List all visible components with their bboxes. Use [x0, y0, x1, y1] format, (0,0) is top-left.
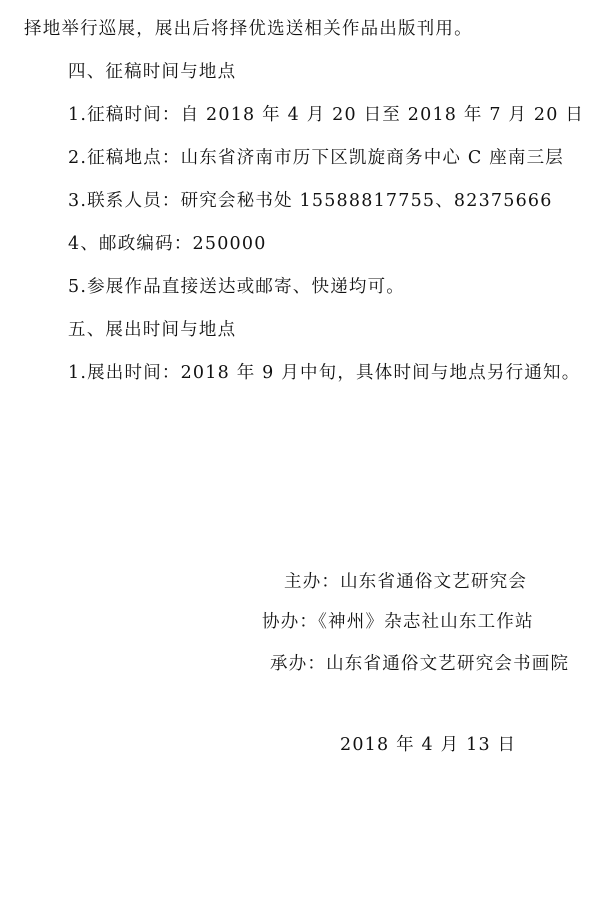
postal-code: 4、邮政编码：250000 — [68, 234, 267, 254]
delivery-method: 5.参展作品直接送达或邮寄、快递均可。 — [68, 277, 405, 297]
host-organization: 主办：山东省通俗文艺研究会 — [284, 572, 528, 592]
section-heading-4: 四、征稿时间与地点 — [68, 62, 237, 82]
organizer: 承办：山东省通俗文艺研究会书画院 — [270, 654, 570, 674]
submission-period: 1.征稿时间：自 2018 年 4 月 20 日至 2018 年 7 月 20 日 — [68, 105, 585, 125]
exhibition-time: 1.展出时间：2018 年 9 月中旬，具体时间与地点另行通知。 — [68, 363, 581, 383]
document-body — [24, 8, 590, 395]
document-date: 2018 年 4 月 13 日 — [340, 735, 517, 755]
co-organizer: 协办：《神州》杂志社山东工作站 — [262, 612, 534, 632]
contact-person: 3.联系人员：研究会秘书处 15588817755、82375666 — [68, 191, 553, 211]
paragraph-continuation: 择地举行巡展，展出后将择优选送相关作品出版刊用。 — [24, 19, 473, 39]
section-heading-5: 五、展出时间与地点 — [68, 320, 237, 340]
submission-location: 2.征稿地点：山东省济南市历下区凯旋商务中心 C 座南三层 — [68, 148, 565, 168]
